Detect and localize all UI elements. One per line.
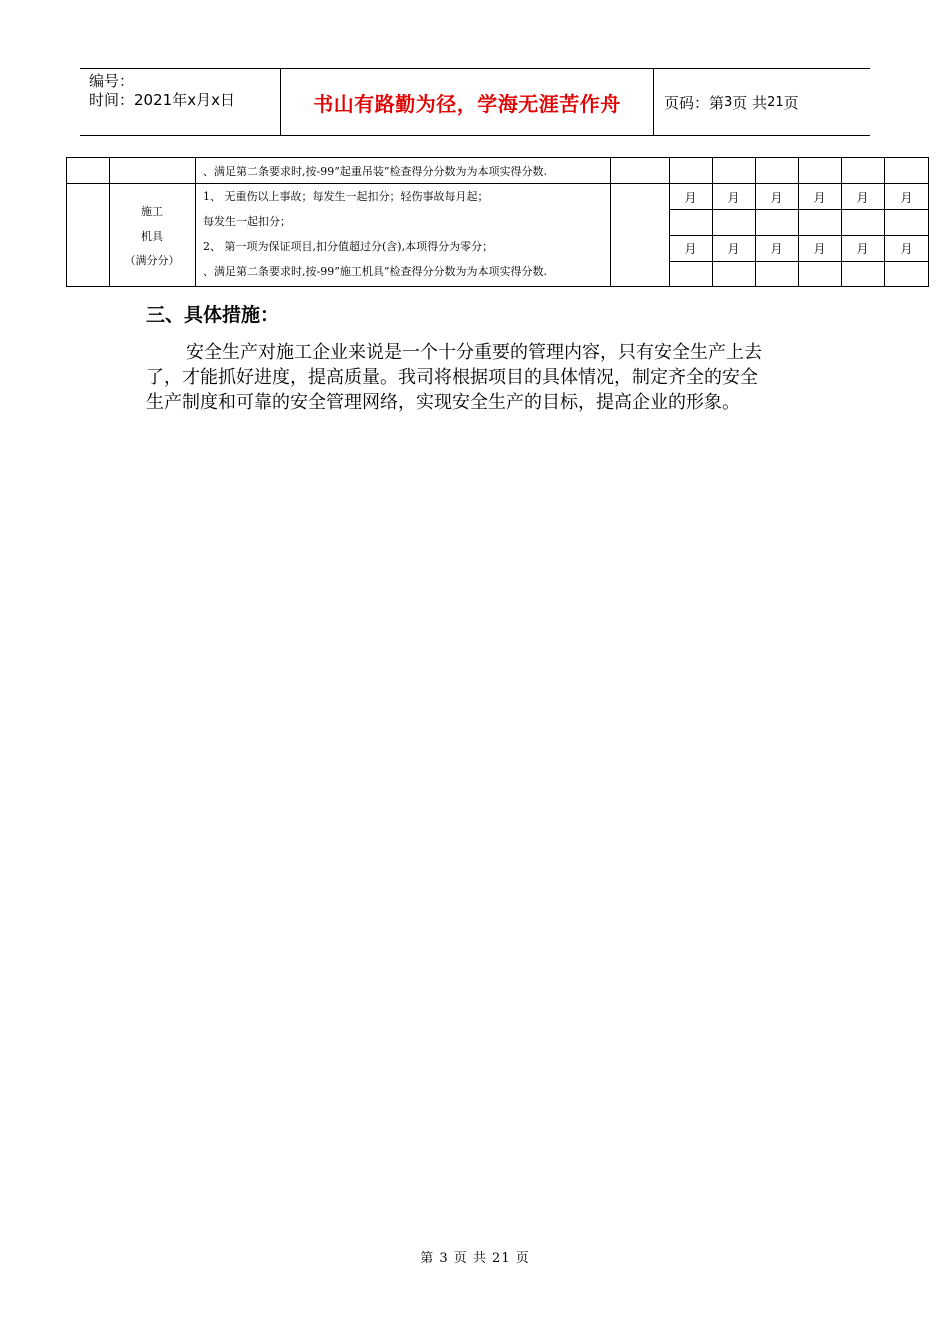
page-label: 页码：第 <box>664 93 725 112</box>
time-year: 2021 <box>134 91 173 109</box>
section-title: 三、具体措施： <box>146 304 280 326</box>
criteria-line-2: 每发生一起扣分； <box>203 215 291 228</box>
time-line <box>89 91 280 110</box>
col-divider <box>712 157 713 287</box>
month-label: 月 <box>900 191 913 205</box>
table-border-left <box>66 157 67 287</box>
month-label: 月 <box>727 242 740 256</box>
month-label: 月 <box>727 191 740 205</box>
month-label: 月 <box>770 191 783 205</box>
time-day: x <box>211 91 221 109</box>
month-label: 月 <box>900 242 913 256</box>
time-label: 时间： <box>89 91 135 109</box>
month-label: 月 <box>684 191 697 205</box>
criteria-line-3: 2、 第一项为保证项目,扣分值超过分(含),本项得分为零分； <box>203 240 494 253</box>
section-paragraph <box>146 340 811 415</box>
paragraph-line: 了，才能抓好进度，提高质量。我司将根据项目的具体情况，制定齐全的安全 <box>146 367 758 388</box>
month-grid-line <box>669 235 929 236</box>
paragraph-line: 安全生产对施工企业来说是一个十分重要的管理内容，只有安全生产上去 <box>186 342 762 363</box>
month-label: 月 <box>770 242 783 256</box>
criteria-line-1: 1、 无重伤以上事故；每发生一起扣分；轻伤事故每月起； <box>203 190 489 203</box>
motto: 书山有路勤为径，学海无涯苦作舟 <box>313 91 621 116</box>
doc-number-label: 编号： <box>89 72 135 90</box>
col-divider <box>669 157 670 287</box>
month-grid-line <box>669 261 929 262</box>
page-end: 页 <box>783 93 799 112</box>
category-line-2: 机具 <box>141 230 163 243</box>
col-divider <box>195 157 196 287</box>
score-table <box>66 157 929 287</box>
col-divider <box>755 157 756 287</box>
row1-text: 、满足第二条要求时,按-99”起重吊装”检查得分分数为为本项实得分数. <box>203 165 547 178</box>
month-grid-line <box>669 209 929 210</box>
year-suffix: 年 <box>172 91 188 109</box>
table-border-right <box>928 157 929 287</box>
page-header <box>80 68 870 136</box>
page-footer: 第 3 页 共 21 页 <box>420 1251 530 1266</box>
page-mid: 页 共 <box>732 93 768 112</box>
month-label: 月 <box>684 242 697 256</box>
header-meta <box>80 69 281 135</box>
month-suffix: 月 <box>196 91 212 109</box>
col-divider <box>841 157 842 287</box>
header-motto-cell <box>281 69 654 135</box>
month-label: 月 <box>856 191 869 205</box>
header-page-info <box>654 69 870 135</box>
time-month: x <box>187 91 197 109</box>
month-label: 月 <box>856 242 869 256</box>
page-current: 3 <box>724 94 733 110</box>
col-divider <box>798 157 799 287</box>
col-divider <box>884 157 885 287</box>
category-line-3: （满分分） <box>124 254 180 267</box>
col-divider <box>109 157 110 287</box>
month-label: 月 <box>813 242 826 256</box>
day-suffix: 日 <box>220 91 236 109</box>
col-divider <box>610 157 611 287</box>
month-label: 月 <box>813 191 826 205</box>
paragraph-line: 生产制度和可靠的安全管理网络，实现安全生产的目标，提高企业的形象。 <box>146 392 740 413</box>
criteria-line-4: 、满足第二条要求时,按-99”施工机具”检查得分分数为为本项实得分数. <box>203 265 547 278</box>
page-total: 21 <box>767 94 784 110</box>
category-line-1: 施工 <box>141 205 163 218</box>
